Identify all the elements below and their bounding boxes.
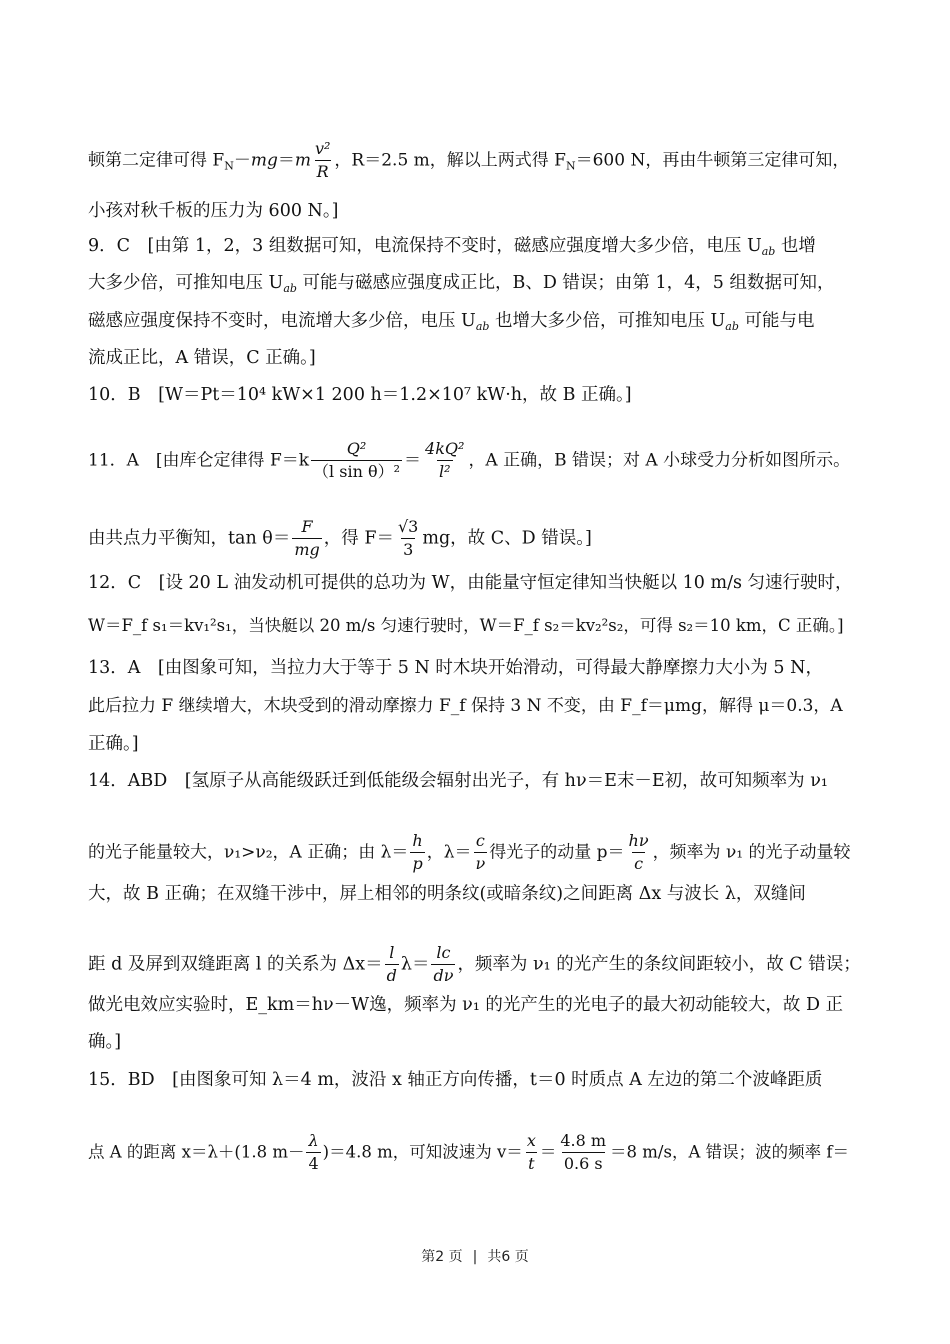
text-line: 顿第二定律可得 $F_N-mg=m$ $\frac{\text{v²}}{R}$ ，R＝2.5 m，解以上两式得 $F_N=600$ N，再由牛顿第三定律可知，: [88, 139, 850, 182]
fraction: $\frac{lc}{d\nu}$: [433, 943, 454, 986]
fraction: $\frac{√3}{3}$: [397, 517, 419, 560]
fraction: $\frac{\text{v²}}{R}$: [314, 139, 331, 182]
fraction: $\frac{F}{mg}$: [294, 517, 320, 560]
text-line: 9．C [由第 1，2，3 组数据可知，电流保持不变时，磁感应强度增大多少倍，电压 $U_{ab}$ 也增: [88, 236, 816, 258]
text-line: 磁感应强度保持不变时，电流增大多少倍，电压 $U_{ab}$ 也增大多少倍，可推知电压 $U_{ab}$ 可能与电: [88, 311, 815, 333]
fraction: $\frac{h}{p}$: [412, 831, 423, 874]
fraction: $\frac{h\nu}{c}$: [628, 831, 649, 874]
text-line: 大多少倍，可推知电压 $U_{ab}$ 可能与磁感应强度成正比，B、D 错误；由第 1，4，5 组数据可知，: [88, 273, 835, 295]
text-line: 确。]: [88, 1032, 122, 1052]
fraction: $\frac{\lambda}{4}$: [308, 1131, 319, 1174]
text-line: 12．C [设 20 L 油发动机可提供的总功为 W，由能量守恒定律知当快艇以 10 m/s 匀速行驶时，: [88, 573, 853, 593]
text-line: 正确。]: [88, 734, 139, 754]
fraction: $\frac{l}{d}$: [386, 943, 397, 986]
fraction: $\frac{\text{4kQ²}}{\text{l²}}$: [425, 439, 465, 482]
text-line: 大，故 B 正确；在双缝干涉中，屏上相邻的明条纹(或暗条纹)之间距离 Δx 与波长 λ，双缝间: [88, 884, 806, 904]
page-total: 共6 页: [487, 1249, 529, 1265]
text-line: 由共点力平衡知，tan θ＝ $\frac{F}{mg}$ ，得 F＝ $\frac{√3}{3}$ mg，故 C、D 错误。]: [88, 517, 592, 560]
page-footer: [0, 1246, 950, 1266]
text-line: 点 A 的距离 x＝λ＋(1.8 m－ $\frac{\lambda}{4}$ )＝4.8 m，可知波速为 v＝ $\frac{x}{t}$ ＝ $\frac{4.8 m}{0.6 s}$ ＝8 m/s，A 错误；波的频率 f＝: [88, 1131, 849, 1174]
fraction: $\frac{x}{t}$: [526, 1131, 536, 1174]
text-line: 11．A [由库仑定律得 F＝k $\frac{\text{Q²}}{\text{（l sin θ）²}}$ ＝ $\frac{\text{4kQ²}}{\text{l²}}$ ，A 正确，B 错误；对 A 小球受力分析如图所示。: [88, 439, 851, 482]
text-span: 顿第二定律可得 F: [88, 150, 225, 171]
fraction: $\frac{c}{\nu}$: [475, 831, 486, 874]
page-number: 第2 页: [421, 1249, 463, 1265]
text-line: 的光子能量较大，ν₁>ν₂，A 正确；由 λ＝ $\frac{h}{p}$ ，λ＝ $\frac{c}{\nu}$ 得光子的动量 p＝ $\frac{h\nu}{c}$ ，频率为 ν₁ 的光子动量较: [88, 831, 851, 874]
text-line: 10．B [W＝Pt＝10⁴ kW×1 200 h＝1.2×10⁷ kW·h，故 B 正确。]: [88, 385, 632, 405]
text-line: 做光电效应实验时，E_km＝hν－W逸，频率为 ν₁ 的光产生的光电子的最大初动能较大，故 D 正: [88, 995, 844, 1015]
text-line: 小孩对秋千板的压力为 600 N。]: [88, 201, 339, 221]
fraction: $\frac{4.8 m}{0.6 s}$: [560, 1131, 607, 1174]
text-line: 13．A [由图象可知，当拉力大于等于 5 N 时木块开始滑动，可得最大静摩擦力大小为 5 N，: [88, 658, 823, 678]
text-line: 此后拉力 F 继续增大，木块受到的滑动摩擦力 F_f 保持 3 N 不变，由 F_f＝μmg，解得 μ＝0.3，A: [88, 696, 843, 716]
fraction: $\frac{\text{Q²}}{\text{（l sin θ）²}}$: [313, 439, 401, 482]
text-line: 距 d 及屏到双缝距离 l 的关系为 Δx＝ $\frac{l}{d}$ λ＝ $\frac{lc}{d\nu}$ ，频率为 ν₁ 的光产生的条纹间距较小，故 C 错误；: [88, 943, 861, 986]
text-line: W＝F_f s₁＝kv₁²s₁，当快艇以 20 m/s 匀速行驶时，W＝F_f s₂＝kv₂²s₂，可得 s₂＝10 km，C 正确。]: [88, 616, 844, 635]
text-line: 15．BD [由图象可知 λ＝4 m，波沿 x 轴正方向传播，t＝0 时质点 A 左边的第二个波峰距质: [88, 1070, 823, 1090]
text-line: 流成正比，A 错误，C 正确。]: [88, 348, 316, 368]
text-line: 14．ABD [氢原子从高能级跃迁到低能级会辐射出光子，有 hν＝E末－E初，故可知频率为 ν₁: [88, 771, 828, 791]
footer-separator: |: [472, 1249, 478, 1265]
